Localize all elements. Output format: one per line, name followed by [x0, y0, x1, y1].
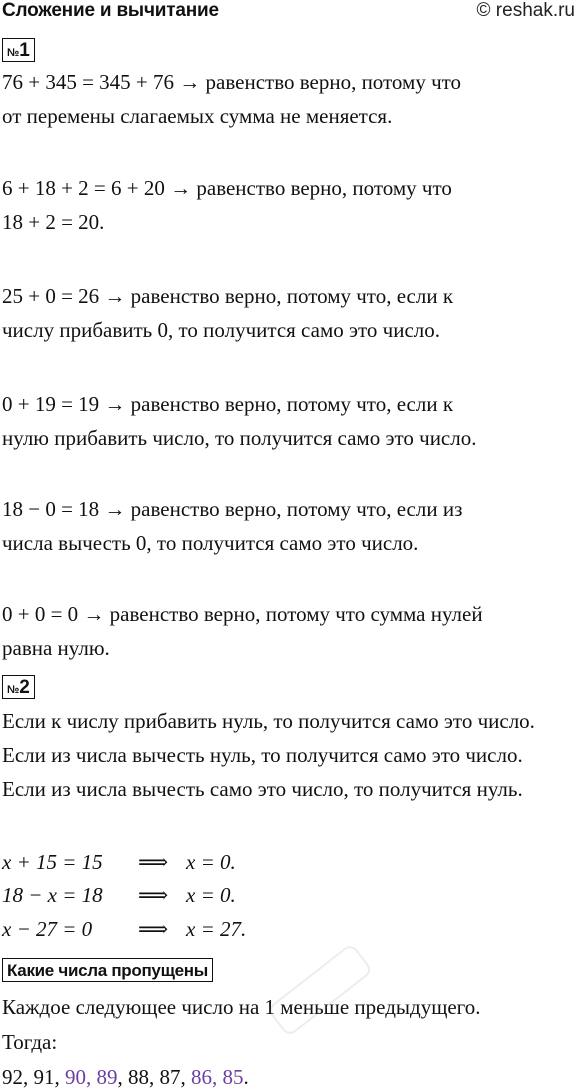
task-badge-3: Какие числа пропущены	[2, 958, 213, 982]
task1-line: 25 + 0 = 26 → равенство верно, потому что, если к	[2, 284, 454, 308]
task-badge-2: №2	[2, 675, 35, 699]
task1-line: нулю прибавить число, то получится само это число.	[2, 426, 477, 450]
task1-line: числу прибавить 0, то получится само это число.	[2, 318, 440, 342]
sequence-line	[2, 1065, 249, 1090]
equation-rhs: x = 27.	[186, 917, 247, 941]
implies-arrow: ⟹	[138, 917, 169, 941]
rule-line: Если из числа вычесть само это число, то получится нуль.	[2, 777, 523, 801]
equation-lhs: x − 27 = 0	[2, 917, 93, 941]
implies-arrow: ⟹	[138, 883, 169, 907]
sequence-missing: 86, 85	[191, 1065, 244, 1089]
task1-line: числа вычесть 0, то получится само это число.	[2, 531, 419, 555]
sequence-missing: 90, 89	[65, 1065, 118, 1089]
equation-lhs: 18 − x = 18	[2, 883, 103, 907]
explanation-line: Каждое следующее число на 1 меньше предыдущего.	[2, 995, 481, 1019]
task1-line: равна нулю.	[2, 636, 110, 660]
task-number: 1	[19, 40, 30, 61]
rule-line: Если к числу прибавить нуль, то получится само это число.	[2, 709, 535, 733]
implies-arrow: ⟹	[138, 850, 169, 874]
then-line: Тогда:	[2, 1030, 58, 1054]
task1-line: 76 + 345 = 345 + 76 → равенство верно, потому что	[2, 70, 462, 94]
equation-rhs: x = 0.	[186, 850, 236, 874]
sequence-given: 92, 91,	[2, 1065, 65, 1089]
task1-line: 18 + 2 = 20.	[2, 210, 105, 234]
task1-line: 6 + 18 + 2 = 6 + 20 → равенство верно, потому что	[2, 176, 452, 200]
rule-line: Если из числа вычесть нуль, то получится само это число.	[2, 743, 523, 767]
watermark-logo	[255, 945, 385, 1035]
task-number: 2	[19, 677, 30, 698]
equation-row	[2, 850, 236, 875]
equation-lhs: x + 15 = 15	[2, 850, 103, 874]
watermark-frame	[268, 945, 372, 1035]
equation-row	[2, 917, 247, 942]
task1-line: 0 + 0 = 0 → равенство верно, потому что сумма нулей	[2, 602, 483, 626]
equation-rhs: x = 0.	[186, 883, 236, 907]
sequence-given: , 88, 87,	[117, 1065, 191, 1089]
equation-row	[2, 883, 236, 908]
site-credit: © reshak.ru	[476, 0, 575, 21]
task-badge-1: №1	[2, 38, 35, 62]
page-header	[0, 0, 581, 28]
page-title: Сложение и вычитание	[2, 0, 219, 21]
task1-line: 18 − 0 = 18 → равенство верно, потому что, если из	[2, 497, 463, 521]
task1-line: 0 + 19 = 19 → равенство верно, потому что, если к	[2, 392, 454, 416]
task1-line: от перемены слагаемых сумма не меняется.	[2, 104, 393, 128]
sequence-period: .	[243, 1065, 249, 1089]
